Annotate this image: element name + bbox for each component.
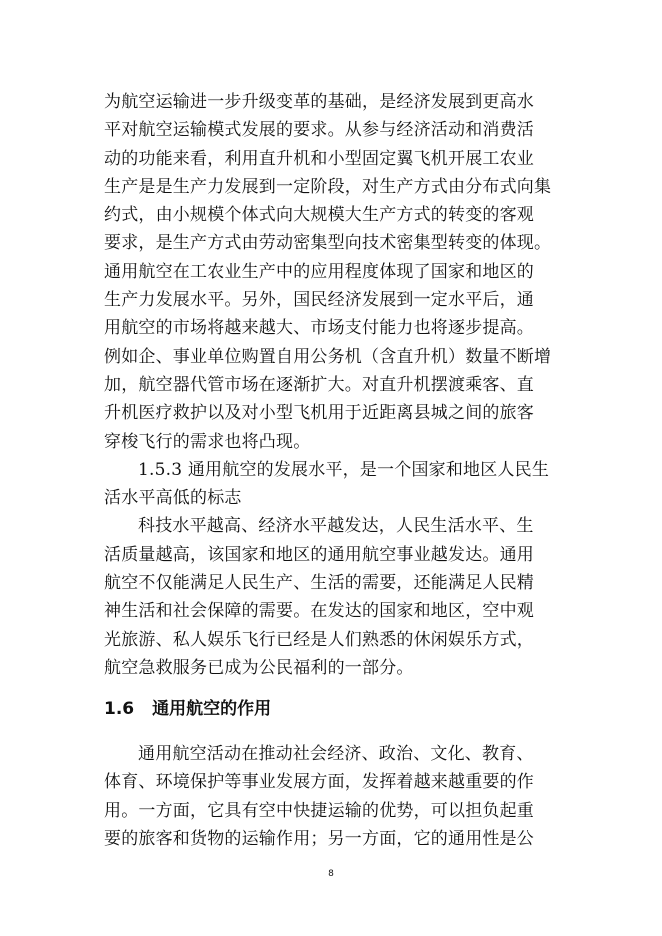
section-title: 通用航空的作用 (152, 699, 272, 719)
text-line: 航空急救服务已成为公民福利的一部分。 (104, 657, 414, 678)
text-line: 通用航空活动在推动社会经济、政治、文化、教育、 (138, 744, 534, 764)
text-line: 穿梭飞行的需求也将凸现。 (104, 431, 311, 452)
text-line: 为航空运输进一步升级变革的基础，是经济发展到更高水 (104, 92, 534, 112)
section-heading (104, 697, 271, 721)
paragraph-economic-development (104, 88, 552, 682)
text-line: 科技水平越高、经济水平越发达，人民生活水平、生 (138, 516, 534, 537)
text-line: 体育、环境保护等事业发展方面，发挥着越来越重要的作 (104, 772, 534, 793)
text-line: 用航空的市场将越来越大、市场支付能力也将逐步提高。 (104, 318, 534, 339)
text-line: 动的功能来看，利用直升机和小型固定翼飞机开展工农业 (104, 148, 534, 169)
subsection-title-line: 活水平高低的标志 (104, 488, 242, 509)
page-number: 8 (328, 869, 334, 879)
text-line: 活质量越高，该国家和地区的通用航空事业越发达。通用 (104, 544, 534, 565)
text-line: 神生活和社会保障的需要。在发达的国家和地区，空中观 (104, 601, 534, 622)
text-line: 约式，由小规模个体式向大规模大生产方式的转变的客观 (104, 205, 534, 226)
text-line: 生产是是生产力发展到一定阶段，对生产方式由分布式向集 (104, 176, 552, 197)
text-line: 要求，是生产方式由劳动密集型向技术密集型转变的体现。 (104, 233, 552, 254)
text-line: 升机医疗救护以及对小型飞机用于近距离县城之间的旅客 (104, 403, 534, 424)
text-line: 要的旅客和货物的运输作用；另一方面，它的通用性是公 (104, 828, 534, 849)
text-line: 生产力发展水平。另外，国民经济发展到一定水平后，通 (104, 290, 534, 311)
section-number: 1.6 (104, 699, 135, 719)
text-line: 光旅游、私人娱乐飞行已经是人们熟悉的休闲娱乐方式， (104, 629, 534, 650)
text-line: 平对航空运输模式发展的要求。从参与经济活动和消费活 (104, 120, 534, 141)
text-line: 例如企、事业单位购置自用公务机（含直升机）数量不断增 (104, 346, 552, 367)
subsection-title-line: 1.5.3 通用航空的发展水平，是一个国家和地区人民生 (138, 459, 550, 480)
text-line: 用。一方面，它具有空中快捷运输的优势，可以担负起重 (104, 800, 534, 821)
text-line: 加，航空器代管市场在逐渐扩大。对直升机摆渡乘客、直 (104, 374, 534, 395)
paragraph-role-of-general-aviation (104, 740, 544, 853)
text-line: 通用航空在工农业生产中的应用程度体现了国家和地区的 (104, 261, 534, 282)
text-line: 航空不仅能满足人民生产、生活的需要，还能满足人民精 (104, 573, 534, 594)
